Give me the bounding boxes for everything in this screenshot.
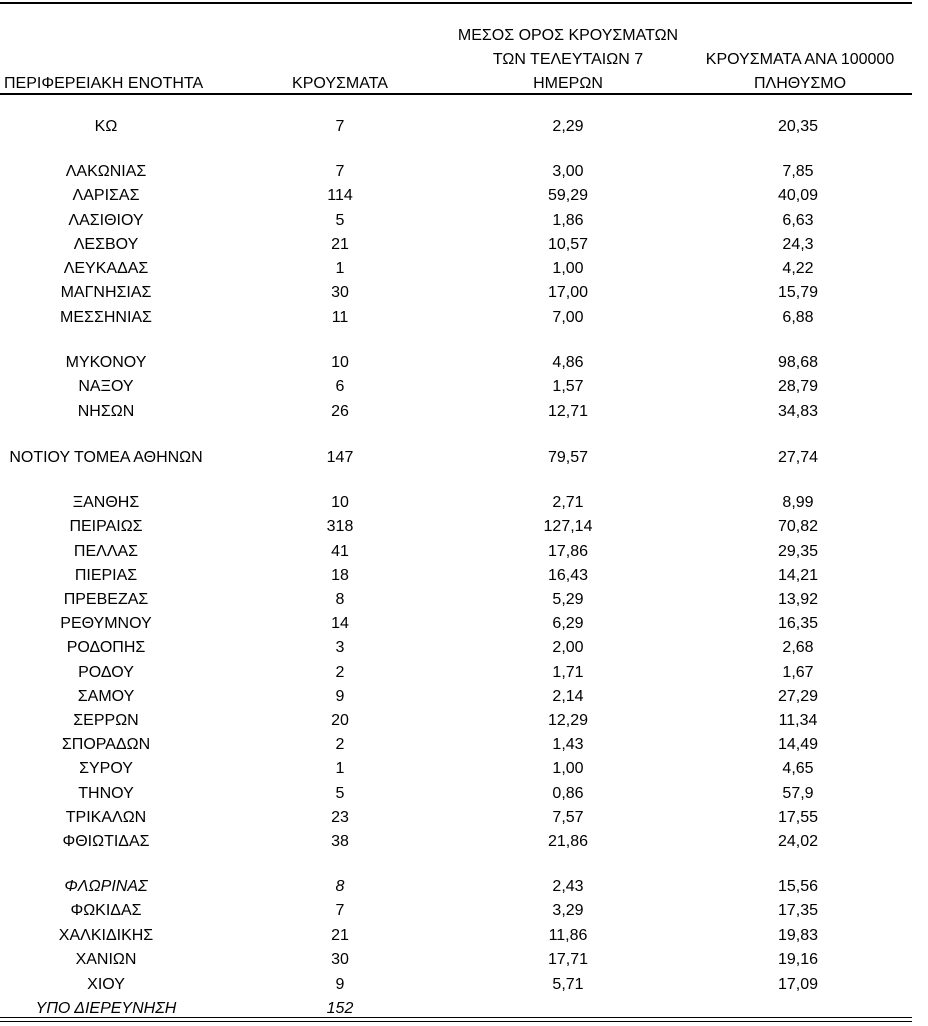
region-cell: ΤΗΝΟΥ — [78, 785, 134, 802]
per-100000-cell: 15,56 — [777, 878, 819, 895]
cases-cell: 38 — [331, 833, 349, 850]
region-cell: ΛΕΥΚΑΔΑΣ — [63, 260, 149, 277]
table-row — [0, 184, 912, 208]
region-cell: ΠΡΕΒΕΖΑΣ — [63, 591, 149, 608]
region-cell: ΝΟΤΙΟΥ ΤΟΜΕΑ ΑΘΗΝΩΝ — [9, 449, 203, 466]
avg-cell: 1,57 — [552, 378, 584, 395]
avg-cell: 17,86 — [547, 543, 589, 560]
avg-cell: 17,71 — [547, 951, 589, 968]
per-100000-cell: 11,34 — [778, 712, 818, 729]
per-100000-cell: 17,55 — [777, 809, 819, 826]
avg-cell: 3,29 — [552, 902, 584, 919]
region-cell: ΠΕΛΛΑΣ — [73, 543, 139, 560]
table-row — [0, 612, 912, 636]
cases-cell: 10 — [331, 494, 349, 511]
cases-cell: 5 — [335, 785, 345, 802]
cases-cell: 2 — [335, 736, 345, 753]
table-row — [0, 806, 912, 830]
table-row — [0, 257, 912, 281]
region-cell: ΣΠΟΡΑΔΩΝ — [61, 736, 151, 753]
region-cell: ΧΙΟΥ — [87, 976, 125, 993]
avg-cell: 1,86 — [552, 212, 584, 229]
region-cell: ΛΑΚΩΝΙΑΣ — [65, 163, 147, 180]
per-100000-cell: 2,68 — [782, 639, 814, 656]
cases-cell: 8 — [335, 591, 345, 608]
avg-cell: 5,29 — [552, 591, 584, 608]
cases-cell: 5 — [335, 212, 345, 229]
cases-cell: 318 — [326, 518, 354, 535]
table-row — [0, 875, 912, 899]
region-cell: ΡΕΘΥΜΝΟΥ — [60, 615, 152, 632]
table-row — [0, 830, 912, 854]
header-cases-per-100000: ΚΡΟΥΣΜΑΤΑ ΑΝΑ 100000 ΠΛΗΘΥΣΜΟ — [705, 51, 895, 92]
per-100000-cell: 15,79 — [777, 284, 819, 301]
avg-cell: 2,00 — [552, 639, 584, 656]
per-100000-cell: 16,35 — [777, 615, 819, 632]
cases-cell: 10 — [331, 354, 349, 371]
avg-cell: 2,14 — [552, 688, 584, 705]
avg-cell: 2,71 — [552, 494, 584, 511]
table-row — [0, 661, 912, 685]
cases-cell: 11 — [331, 309, 349, 326]
table-row — [0, 636, 912, 660]
region-cell: ΠΙΕΡΙΑΣ — [74, 567, 138, 584]
avg-cell: 1,00 — [552, 260, 584, 277]
per-100000-cell: 29,35 — [777, 543, 819, 560]
avg-cell: 7,57 — [552, 809, 584, 826]
region-cell: ΤΡΙΚΑΛΩΝ — [65, 809, 147, 826]
table-row — [0, 924, 912, 948]
per-100000-cell: 27,29 — [777, 688, 819, 705]
table-row — [0, 491, 912, 515]
table-row — [0, 515, 912, 539]
table-row — [0, 306, 912, 330]
cases-cell: 1 — [335, 760, 345, 777]
table-row — [0, 973, 912, 997]
cases-cell: 147 — [326, 449, 354, 466]
per-100000-cell: 28,79 — [777, 378, 819, 395]
per-100000-cell: 17,35 — [777, 902, 819, 919]
cases-cell: 26 — [331, 403, 349, 420]
region-cell: ΧΑΛΚΙΔΙΚΗΣ — [58, 927, 154, 944]
cases-cell: 7 — [335, 118, 345, 135]
region-cell: ΦΘΙΩΤΙΔΑΣ — [62, 833, 150, 850]
region-cell: ΛΕΣΒΟΥ — [73, 236, 139, 253]
avg-cell: 3,00 — [552, 163, 584, 180]
avg-cell: 6,29 — [552, 615, 584, 632]
avg-cell: 7,00 — [552, 309, 584, 326]
per-100000-cell: 4,65 — [782, 760, 814, 777]
region-cell: ΡΟΔΟΠΗΣ — [66, 639, 146, 656]
avg-cell: 5,71 — [552, 976, 584, 993]
table-row — [0, 948, 912, 972]
table-bottom-rule-double — [0, 1021, 912, 1022]
cases-cell: 3 — [335, 639, 345, 656]
avg-cell: 59,29 — [547, 187, 589, 204]
header-region: ΠΕΡΙΦΕΡΕΙΑΚΗ ΕΝΟΤΗΤΑ — [4, 75, 204, 92]
avg-cell: 17,00 — [547, 284, 589, 301]
region-cell: ΞΑΝΘΗΣ — [72, 494, 140, 511]
region-cell: ΝΗΣΩΝ — [77, 403, 135, 420]
per-100000-cell: 6,63 — [782, 212, 814, 229]
avg-cell: 1,00 — [552, 760, 584, 777]
per-100000-cell: 24,02 — [777, 833, 819, 850]
avg-cell: 21,86 — [547, 833, 589, 850]
table-row — [0, 351, 912, 375]
cases-cell: 152 — [326, 1000, 354, 1017]
per-100000-cell: 20,35 — [777, 118, 819, 135]
avg-cell: 11,86 — [548, 927, 588, 944]
cases-cell: 30 — [331, 284, 349, 301]
per-100000-cell: 8,99 — [782, 494, 814, 511]
per-100000-cell: 70,82 — [777, 518, 819, 535]
region-cell: ΠΕΙΡΑΙΩΣ — [69, 518, 143, 535]
region-cell: ΜΑΓΝΗΣΙΑΣ — [60, 284, 152, 301]
avg-cell: 79,57 — [547, 449, 589, 466]
header-avg-7-days: ΜΕΣΟΣ ΟΡΟΣ ΚΡΟΥΣΜΑΤΩΝ ΤΩΝ ΤΕΛΕΥΤΑΙΩΝ 7 ΗΜΕΡΩΝ — [457, 27, 679, 92]
table-row — [0, 209, 912, 233]
avg-cell: 2,43 — [552, 878, 584, 895]
cases-cell: 6 — [335, 378, 345, 395]
avg-cell: 127,14 — [543, 518, 593, 535]
table-row — [0, 564, 912, 588]
per-100000-cell: 1,67 — [782, 664, 814, 681]
cases-cell: 114 — [327, 187, 353, 204]
cases-cell: 2 — [335, 664, 345, 681]
per-100000-cell: 17,09 — [777, 976, 819, 993]
cases-cell: 23 — [331, 809, 349, 826]
avg-cell: 0,86 — [552, 785, 584, 802]
region-cell: ΜΥΚΟΝΟΥ — [65, 354, 147, 371]
avg-cell: 10,57 — [547, 236, 589, 253]
region-cell: ΣΕΡΡΩΝ — [73, 712, 139, 729]
per-100000-cell: 4,22 — [782, 260, 814, 277]
cases-cell: 41 — [331, 543, 349, 560]
per-100000-cell: 40,09 — [777, 187, 819, 204]
per-100000-cell: 7,85 — [782, 163, 814, 180]
table-row — [0, 233, 912, 257]
table-bottom-rule — [0, 1017, 912, 1018]
table-row — [0, 446, 912, 470]
region-cell: ΣΥΡΟΥ — [79, 760, 133, 777]
table-row — [0, 115, 912, 139]
per-100000-cell: 14,49 — [777, 736, 819, 753]
cases-cell: 21 — [331, 236, 349, 253]
per-100000-cell: 6,88 — [782, 309, 814, 326]
region-cell: ΝΑΞΟΥ — [78, 378, 134, 395]
region-cell: ΦΩΚΙΔΑΣ — [70, 902, 142, 919]
cases-cell: 1 — [335, 260, 345, 277]
cases-cell: 9 — [335, 688, 345, 705]
avg-cell: 2,29 — [552, 118, 584, 135]
region-cell: ΧΑΝΙΩΝ — [75, 951, 137, 968]
cases-cell: 21 — [331, 927, 349, 944]
table-row — [0, 281, 912, 305]
per-100000-cell: 27,74 — [777, 449, 819, 466]
per-100000-cell: 13,92 — [777, 591, 819, 608]
per-100000-cell: 19,16 — [777, 951, 819, 968]
table-row — [0, 899, 912, 923]
per-100000-cell: 19,83 — [777, 927, 819, 944]
cases-cell: 20 — [331, 712, 349, 729]
region-cell: ΚΩ — [94, 118, 118, 135]
per-100000-cell: 98,68 — [777, 354, 819, 371]
table-row — [0, 782, 912, 806]
table-row — [0, 588, 912, 612]
table-row — [0, 733, 912, 757]
table-row — [0, 709, 912, 733]
avg-cell: 4,86 — [552, 354, 584, 371]
avg-cell: 16,43 — [547, 567, 589, 584]
cases-cell: 14 — [331, 615, 349, 632]
per-100000-cell: 34,83 — [777, 403, 819, 420]
region-cell: ΣΑΜΟΥ — [77, 688, 135, 705]
table-row — [0, 375, 912, 399]
cases-cell: 7 — [335, 163, 345, 180]
cases-cell: 8 — [335, 878, 345, 895]
avg-cell: 1,71 — [552, 664, 584, 681]
region-cell: ΡΟΔΟΥ — [78, 664, 134, 681]
table-row — [0, 757, 912, 781]
per-100000-cell: 57,9 — [782, 785, 814, 802]
region-cell: ΜΕΣΣΗΝΙΑΣ — [60, 309, 152, 326]
table-row — [0, 685, 912, 709]
avg-cell: 1,43 — [552, 736, 584, 753]
region-cell: ΛΑΣΙΘΙΟΥ — [68, 212, 144, 229]
per-100000-cell: 14,21 — [777, 567, 819, 584]
region-cell: ΥΠΟ ΔΙΕΡΕΥΝΗΣΗ — [35, 1000, 177, 1017]
region-cell: ΛΑΡΙΣΑΣ — [72, 187, 140, 204]
table-row — [0, 160, 912, 184]
per-100000-cell: 24,3 — [782, 236, 814, 253]
header-cases: ΚΡΟΥΣΜΑΤΑ — [292, 75, 388, 92]
avg-cell: 12,29 — [547, 712, 589, 729]
cases-cell: 30 — [331, 951, 349, 968]
cases-cell: 18 — [331, 567, 349, 584]
table-row — [0, 400, 912, 424]
region-cell: ΦΛΩΡΙΝΑΣ — [64, 878, 148, 895]
table-row — [0, 540, 912, 564]
cases-cell: 9 — [335, 976, 345, 993]
cases-cell: 7 — [335, 902, 345, 919]
avg-cell: 12,71 — [547, 403, 589, 420]
